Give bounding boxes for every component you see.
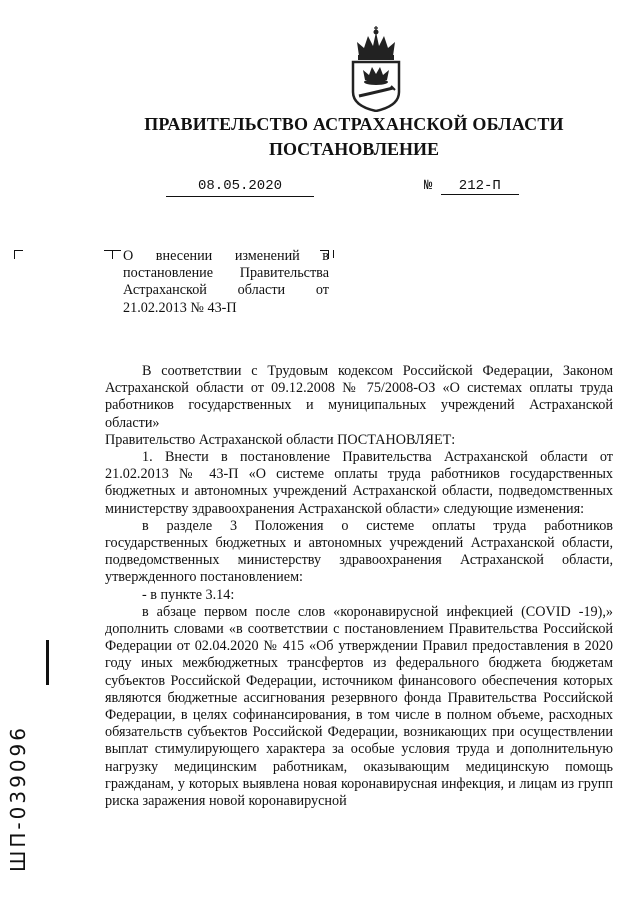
corner-mark <box>112 250 121 259</box>
paragraph: В соответствии с Трудовым кодексом Российской Федерации, Законом <box>142 363 613 379</box>
paragraph: в абзаце первом после слов «коронавирусной инфекцией (COVID -19),» <box>142 603 613 620</box>
government-title: ПРАВИТЕЛЬСТВО АСТРАХАНСКОЙ ОБЛАСТИ <box>144 114 564 134</box>
paragraph: государственных бюджетных и автономных учреждений Астраханской области, подведомственных министерству здравоохранения Астраханской области, утвержденного постановлением: <box>105 535 613 586</box>
document-body <box>105 363 613 810</box>
margin-mark <box>46 640 49 685</box>
paragraph: дополнить словами «в соответствии с постановлением Правительства Российской Федерации от 02.04.2020 № 415 «Об утверждении Правил предоставления в 2020 году иных межбюджетных трансфертов из федерального бюджета бюджетам субъектов Российской Федерации, источником финансового обеспечения которых являются бюджетные ассигнования резервного фонда Правительства Российской Федерации, в целях софинансирования, в том числе в полном объеме, расходных обязательств субъектов Российской Федерации, возникающих при осуществлении выплат стимулирующего характера за особые условия труда и дополнительную нагрузку медицинским работникам, оказывающим медицинскую помощь гражданам, у которых выявлена новая коронавирусная инфекция, и лицам из групп риска заражения новой коронавирусной <box>105 621 613 810</box>
paragraph: 1. Внести в постановление Правительства Астраханской области от <box>142 449 613 466</box>
serial-stamp: ШП-039096 <box>6 725 30 872</box>
paragraph: в разделе 3 Положения о системе оплаты труда работников <box>142 517 613 534</box>
corner-mark <box>333 250 334 258</box>
subject-rest: постановление Правительства Астраханской области от 21.02.2013 № 43-П <box>123 265 329 316</box>
document-date: 08.05.2020 <box>166 178 314 197</box>
corner-mark-left <box>14 250 23 259</box>
document-subject <box>123 248 329 317</box>
number-value: 212-П <box>441 178 519 195</box>
document-type: ПОСТАНОВЛЕНИЕ <box>268 139 440 159</box>
number-label: № <box>424 178 433 194</box>
paragraph: Астраханской области от 09.12.2008 № 75/2008-ОЗ «О системах оплаты труда работников государственных и муниципальных учреждений Астраханской области» <box>105 380 613 431</box>
coat-of-arms-icon <box>347 26 405 112</box>
paragraph: Правительство Астраханской области ПОСТАНОВЛЯЕТ: <box>105 431 456 448</box>
paragraph: - в пункте 3.14: <box>142 586 235 603</box>
subject-line-1: О внесении изменений в <box>123 248 329 264</box>
paragraph: 21.02.2013 № 43-П «О системе оплаты труда работников государственных бюджетных и автономных учреждений Астраханской области, подведомственных министерству здравоохранения Астраханской области» следующие изменения: <box>105 466 613 517</box>
document-number <box>424 178 539 196</box>
